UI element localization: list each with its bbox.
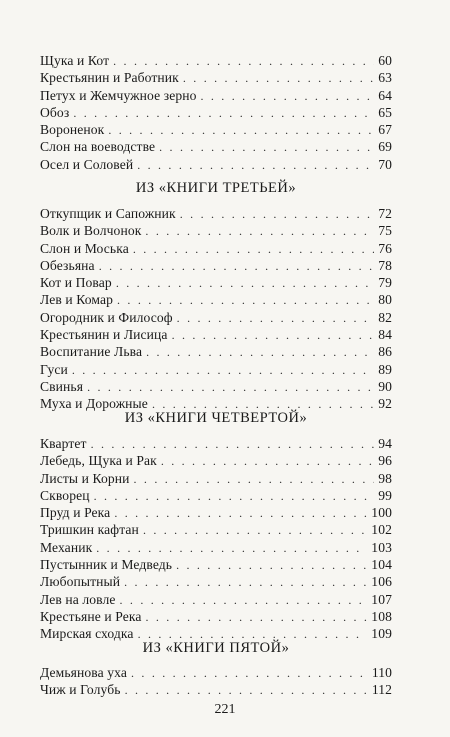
entry-page: 106 bbox=[371, 574, 392, 590]
entry-title: Механик bbox=[40, 539, 93, 555]
entry-page: 70 bbox=[378, 156, 392, 172]
entry-page: 65 bbox=[378, 104, 392, 120]
toc-entry bbox=[40, 487, 392, 504]
entry-page: 60 bbox=[378, 53, 392, 68]
entry-page: 103 bbox=[371, 539, 392, 555]
toc-entry bbox=[40, 591, 392, 608]
dot-leader bbox=[143, 522, 367, 539]
toc-entry bbox=[40, 452, 392, 469]
entry-title: Воспитание Льва bbox=[40, 344, 143, 360]
toc-entry bbox=[40, 681, 392, 698]
dot-leader bbox=[134, 471, 375, 488]
dot-leader bbox=[180, 206, 374, 223]
dot-leader bbox=[159, 139, 374, 156]
entry-title: Откупщик и Сапожник bbox=[40, 206, 176, 221]
entry-page: 86 bbox=[378, 344, 392, 360]
entry-title: Демьянова уха bbox=[40, 665, 128, 680]
entry-title: Лев на ловле bbox=[40, 591, 116, 607]
entry-title: Крестьянин и Работник bbox=[40, 70, 179, 86]
dot-leader bbox=[124, 574, 367, 591]
toc-entry bbox=[40, 87, 392, 104]
dot-leader bbox=[176, 557, 367, 574]
entry-title: Слон на воеводстве bbox=[40, 139, 156, 155]
entry-title: Свинья bbox=[40, 378, 84, 394]
toc-entry bbox=[40, 257, 392, 274]
entry-page: 78 bbox=[378, 257, 392, 273]
entry-page: 64 bbox=[378, 87, 392, 103]
toc-entry bbox=[40, 52, 392, 69]
entry-page: 82 bbox=[378, 309, 392, 325]
dot-leader bbox=[99, 258, 375, 275]
entry-title: Щука и Кот bbox=[40, 53, 110, 68]
entry-page: 92 bbox=[378, 396, 392, 412]
toc-entry bbox=[40, 343, 392, 360]
toc-section-3-list bbox=[40, 205, 392, 413]
toc-entry bbox=[40, 378, 392, 395]
dot-leader bbox=[113, 53, 374, 70]
dot-leader bbox=[161, 453, 374, 470]
dot-leader bbox=[172, 327, 375, 344]
dot-leader bbox=[146, 344, 374, 361]
toc-entry bbox=[40, 309, 392, 326]
entry-title: Тришкин кафтан bbox=[40, 522, 139, 538]
toc-entry bbox=[40, 608, 392, 625]
dot-leader bbox=[201, 88, 375, 105]
toc-entry bbox=[40, 104, 392, 121]
toc-entry bbox=[40, 539, 392, 556]
dot-leader bbox=[137, 157, 374, 174]
toc-section-4-list bbox=[40, 435, 392, 643]
entry-title: Слон и Моська bbox=[40, 240, 129, 256]
entry-page: 108 bbox=[371, 608, 392, 624]
entry-page: 107 bbox=[371, 591, 392, 607]
dot-leader bbox=[183, 70, 374, 87]
dot-leader bbox=[96, 540, 367, 557]
entry-title: Пустынник и Медведь bbox=[40, 557, 173, 573]
toc-section-1-list bbox=[40, 52, 392, 173]
entry-page: 89 bbox=[378, 361, 392, 377]
page-number: 221 bbox=[214, 702, 236, 717]
entry-title: Листы и Корни bbox=[40, 470, 130, 486]
entry-page: 63 bbox=[378, 70, 392, 86]
entry-page: 98 bbox=[378, 470, 392, 486]
dot-leader bbox=[73, 105, 374, 122]
dot-leader bbox=[125, 682, 368, 699]
entry-title: Петух и Жемчужное зерно bbox=[40, 87, 197, 103]
entry-page: 75 bbox=[378, 223, 392, 239]
entry-title: Скворец bbox=[40, 487, 90, 503]
entry-page: 99 bbox=[378, 487, 392, 503]
dot-leader bbox=[108, 122, 374, 139]
entry-title: Гуси bbox=[40, 361, 68, 377]
entry-page: 90 bbox=[378, 378, 392, 394]
dot-leader bbox=[114, 505, 367, 522]
toc-entry bbox=[40, 205, 392, 222]
toc-entry bbox=[40, 521, 392, 538]
section-heading: ИЗ «КНИГИ ПЯТОЙ» bbox=[142, 640, 290, 656]
toc-entry bbox=[40, 470, 392, 487]
toc-entry bbox=[40, 274, 392, 291]
toc-entry bbox=[40, 121, 392, 138]
entry-title: Муха и Дорожные bbox=[40, 396, 148, 412]
toc-entry bbox=[40, 156, 392, 173]
dot-leader bbox=[94, 488, 375, 505]
entry-page: 80 bbox=[378, 292, 392, 308]
entry-title: Чиж и Голубь bbox=[40, 682, 121, 698]
entry-title: Лебедь, Щука и Рак bbox=[40, 453, 157, 469]
toc-entry bbox=[40, 69, 392, 86]
dot-leader bbox=[131, 665, 368, 682]
entry-title: Пруд и Река bbox=[40, 505, 111, 521]
entry-title: Огородник и Философ bbox=[40, 309, 173, 325]
entry-title: Любопытный bbox=[40, 574, 121, 590]
entry-page: 84 bbox=[378, 327, 392, 343]
toc-entry bbox=[40, 504, 392, 521]
entry-page: 76 bbox=[378, 240, 392, 256]
dot-leader bbox=[145, 223, 374, 240]
entry-page: 79 bbox=[378, 275, 392, 291]
entry-title: Вороненок bbox=[40, 122, 105, 138]
entry-page: 102 bbox=[371, 522, 392, 538]
toc-entry bbox=[40, 664, 392, 681]
dot-leader bbox=[72, 362, 374, 379]
entry-title: Крестьянин и Лисица bbox=[40, 327, 168, 343]
entry-page: 104 bbox=[371, 557, 392, 573]
dot-leader bbox=[120, 592, 368, 609]
entry-title: Квартет bbox=[40, 436, 87, 451]
toc-entry bbox=[40, 361, 392, 378]
entry-page: 110 bbox=[371, 665, 392, 680]
entry-title: Лев и Комар bbox=[40, 292, 114, 308]
entry-title: Волк и Волчонок bbox=[40, 223, 142, 239]
entry-page: 69 bbox=[378, 139, 392, 155]
dot-leader bbox=[87, 379, 374, 396]
entry-page: 94 bbox=[378, 436, 392, 451]
entry-page: 109 bbox=[371, 626, 392, 642]
dot-leader bbox=[117, 292, 374, 309]
entry-title: Обоз bbox=[40, 104, 70, 120]
toc-section-5-list bbox=[40, 664, 392, 699]
entry-page: 96 bbox=[378, 453, 392, 469]
toc-entry bbox=[40, 435, 392, 452]
dot-leader bbox=[116, 275, 374, 292]
entry-title: Осел и Соловей bbox=[40, 156, 134, 172]
entry-title: Кот и Повар bbox=[40, 275, 112, 291]
toc-entry bbox=[40, 573, 392, 590]
dot-leader bbox=[133, 241, 374, 258]
toc-entry bbox=[40, 291, 392, 308]
entry-page: 72 bbox=[378, 206, 392, 221]
entry-title: Мирская сходка bbox=[40, 626, 134, 642]
toc-entry bbox=[40, 138, 392, 155]
entry-title: Крестьяне и Река bbox=[40, 608, 142, 624]
toc-entry bbox=[40, 222, 392, 239]
entry-page: 67 bbox=[378, 122, 392, 138]
section-heading: ИЗ «КНИГИ ТРЕТЬЕЙ» bbox=[135, 180, 297, 196]
entry-page: 112 bbox=[371, 682, 392, 698]
dot-leader bbox=[146, 609, 368, 626]
entry-title: Обезьяна bbox=[40, 257, 95, 273]
entry-page: 100 bbox=[371, 505, 392, 521]
toc-entry bbox=[40, 556, 392, 573]
toc-entry bbox=[40, 240, 392, 257]
section-heading: ИЗ «КНИГИ ЧЕТВЕРТОЙ» bbox=[124, 410, 308, 426]
dot-leader bbox=[177, 310, 375, 327]
toc-entry bbox=[40, 326, 392, 343]
dot-leader bbox=[91, 436, 375, 453]
